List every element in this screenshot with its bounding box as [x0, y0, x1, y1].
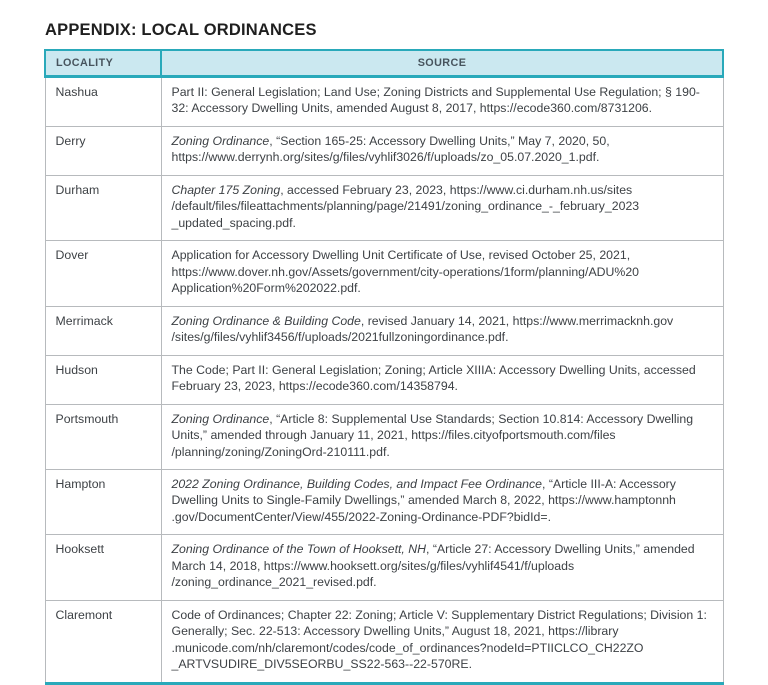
ordinances-table: [44, 49, 724, 685]
locality-cell: Hudson: [45, 355, 161, 404]
source-text: , “Article 27: Accessory Dwelling Units,” amended March 14, 2018, https://www.hooksett.org/sites/g/files/vyhlif4541/f/uploads /zoning_ordinance_2021_revised.pdf.: [171, 542, 695, 590]
source-text-italic: Zoning Ordinance of the Town of Hooksett, NH: [171, 542, 426, 557]
table-row: [45, 77, 723, 127]
source-text-italic: Zoning Ordinance & Building Code: [171, 313, 361, 328]
source-text: , “Article 8: Supplemental Use Standards; Section 10.814: Accessory Dwelling Units,” amended through January 11, 2021, https://files.cityofportsmouth.com/files /planning/zoning/ZoningOrd-210111.pdf.: [171, 411, 694, 459]
locality-cell: Merrimack: [45, 306, 161, 355]
locality-cell: Claremont: [45, 600, 161, 683]
locality-cell: Portsmouth: [45, 404, 161, 469]
column-header-locality: LOCALITY: [45, 50, 161, 77]
column-header-source: SOURCE: [161, 50, 723, 77]
source-text: The Code; Part II: General Legislation; Zoning; Article XIIIA: Accessory Dwelling Units, accessed February 23, 2023, https://ecode360.com/14358794.: [171, 362, 696, 394]
source-cell: [161, 306, 723, 355]
source-cell: [161, 469, 723, 534]
table-row: [45, 535, 723, 600]
locality-cell: Hooksett: [45, 535, 161, 600]
source-cell: [161, 404, 723, 469]
table-row: [45, 600, 723, 683]
source-text: , “Article III-A: Accessory Dwelling Units to Single-Family Dwellings,” amended March 8, 2022, https://www.hamptonnh .gov/DocumentCenter/View/455/2022-Zoning-Ordinance-PDF?bidId=.: [171, 476, 676, 524]
table-row: [45, 241, 723, 306]
table-row: [45, 126, 723, 175]
source-text: Code of Ordinances; Chapter 22: Zoning; Article V: Supplementary District Regulations; Division 1: Generally; Sec. 22-513: Accessory Dwelling Units,” August 18, 2021, https://library .municode.com/nh/claremont/codes/code_of_ordinances?nodeId=PTIICLCO_CH22ZO _ARTVSUDIRE_DIV5SEORBU_SS22-563--22-570RE.: [171, 607, 707, 672]
locality-cell: Dover: [45, 241, 161, 306]
table-header: [45, 50, 723, 77]
source-cell: [161, 600, 723, 683]
table-row: [45, 469, 723, 534]
locality-cell: Durham: [45, 175, 161, 240]
source-cell: [161, 77, 723, 127]
table-row: [45, 306, 723, 355]
source-text: , revised January 14, 2021, https://www.merrimacknh.gov /sites/g/files/vyhlif3456/f/uploads/2021fullzoningordinance.pdf.: [171, 313, 674, 345]
locality-cell: Derry: [45, 126, 161, 175]
source-text: Application for Accessory Dwelling Unit Certificate of Use, revised October 25, 2021, https://www.dover.nh.gov/Assets/government/city-operations/1form/planning/ADU%20 Application%20Form%202022.pdf.: [171, 248, 640, 296]
page-title: APPENDIX: LOCAL ORDINANCES: [45, 21, 317, 39]
table-body: [45, 77, 723, 684]
table-row: [45, 404, 723, 469]
source-cell: [161, 126, 723, 175]
table-row: [45, 175, 723, 240]
source-text: , “Section 165-25: Accessory Dwelling Units,” May 7, 2020, 50, https://www.derrynh.org/sites/g/files/vyhlif3026/f/uploads/zo_05.07.2020_1.pdf.: [171, 133, 610, 165]
source-cell: [161, 241, 723, 306]
source-text-italic: Zoning Ordinance: [171, 411, 270, 426]
header-row: [45, 50, 723, 77]
source-cell: [161, 355, 723, 404]
source-text: , accessed February 23, 2023, https://www.ci.durham.nh.us/sites /default/files/fileattachments/planning/page/21491/zoning_ordinance_-_february_2023 _updated_spacing.pdf.: [171, 182, 640, 230]
source-text: Part II: General Legislation; Land Use; Zoning Districts and Supplemental Use Regulation; § 190-32: Accessory Dwelling Units, amended August 8, 2017, https://ecode360.com/8731206.: [171, 85, 700, 116]
table-row: [45, 355, 723, 404]
source-text-italic: Zoning Ordinance: [171, 133, 270, 148]
locality-cell: Nashua: [45, 77, 161, 127]
source-cell: [161, 535, 723, 600]
source-cell: [161, 175, 723, 240]
locality-cell: Hampton: [45, 469, 161, 534]
source-text-italic: Chapter 175 Zoning: [171, 182, 281, 197]
source-text-italic: 2022 Zoning Ordinance, Building Codes, and Impact Fee Ordinance: [171, 476, 542, 491]
